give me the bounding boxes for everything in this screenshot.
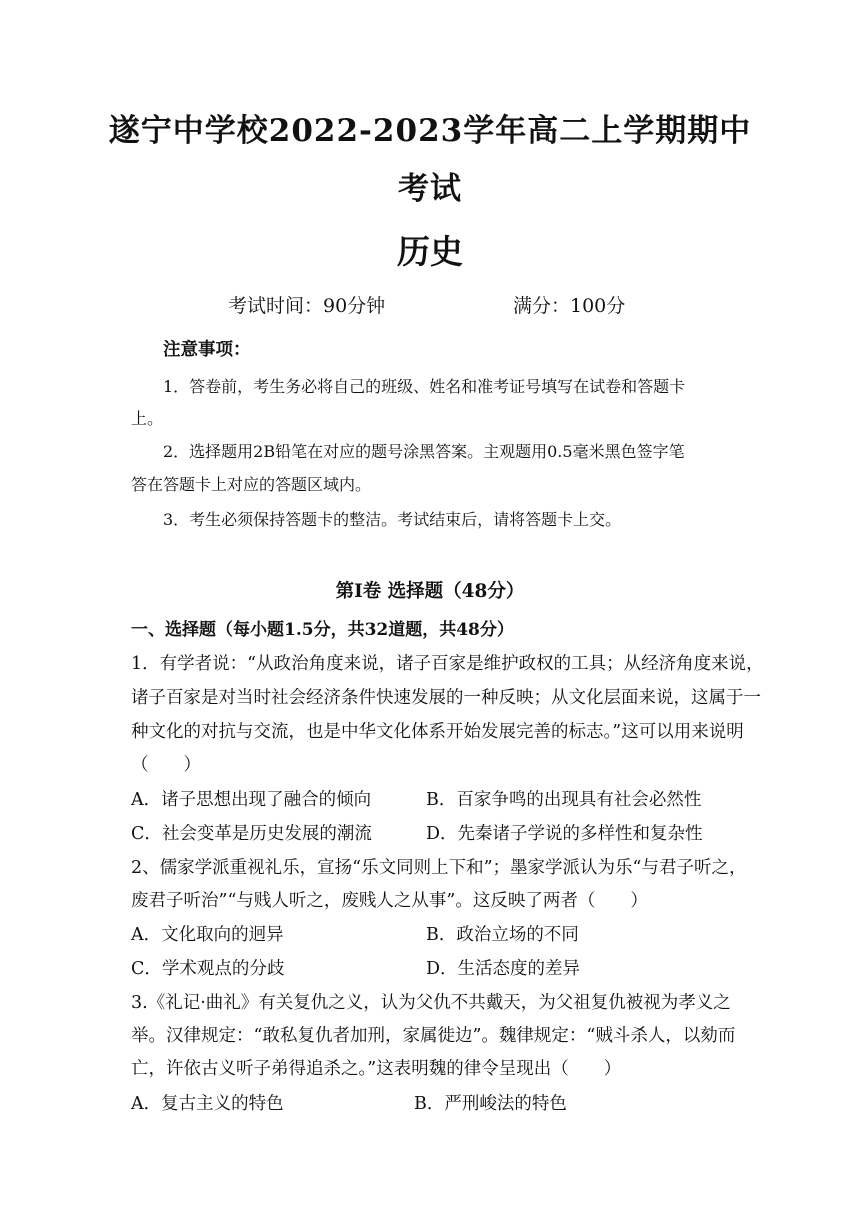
question-2-option-a: A．文化取向的迥异	[131, 925, 284, 945]
question-1-option-a: A．诸子思想出现了融合的倾向	[131, 790, 372, 810]
notice-item: 答在答题卡上对应的答题区域内。	[131, 475, 372, 494]
question-2-option-b: B．政治立场的不同	[426, 925, 579, 945]
notice-item: 2．选择题用2B铅笔在对应的题号涂黑答案。主观题用0.5毫米黑色签字笔	[163, 442, 685, 461]
subject-title: 历史	[397, 232, 463, 271]
question-3-line: 3.《礼记·曲礼》有关复仇之义，认为父仇不共戴天，为父祖复仇被视为孝义之	[131, 993, 731, 1013]
section-subtitle: 一、选择题（每小题1.5分，共32道题，共48分）	[131, 620, 514, 640]
exam-time: 考试时间：90分钟	[228, 295, 386, 317]
question-1-option-d: D．先秦诸子学说的多样性和复杂性	[426, 824, 703, 844]
question-3-line: 亡，许依古义听子弟得追杀之。”这表明魏的律令呈现出（ ）	[131, 1059, 622, 1079]
notice-item: 1．答卷前，考生务必将自己的班级、姓名和准考证号填写在试卷和答题卡	[163, 377, 686, 396]
section-title: 第Ⅰ卷 选择题（48分）	[335, 581, 525, 602]
notice-item: 3．考生必须保持答题卡的整洁。考试结束后，请将答题卡上交。	[163, 510, 622, 529]
question-2-option-c: C．学术观点的分歧	[131, 959, 285, 979]
question-2-line: 2、儒家学派重视礼乐，宣扬“乐文同则上下和”；墨家学派认为乐“与君子听之，	[131, 858, 747, 878]
exam-title-line1: 遂宁中学校2022-2023学年高二上学期期中	[108, 113, 752, 149]
question-2-line: 废君子听治”“与贱人听之，废贱人之从事”。这反映了两者（ ）	[131, 891, 648, 911]
question-3-option-b: B．严刑峻法的特色	[414, 1094, 567, 1114]
question-2-option-d: D．生活态度的差异	[426, 959, 581, 979]
question-3-line: 举。汉律规定：“敢私复仇者加刑，家属徙边”。魏律规定：“贼斗杀人，以劾而	[131, 1026, 736, 1046]
full-score: 满分：100分	[513, 295, 626, 317]
notice-heading: 注意事项：	[163, 340, 251, 360]
question-1-option-c: C．社会变革是历史发展的潮流	[131, 824, 372, 844]
question-1-option-b: B．百家争鸣的出现具有社会必然性	[426, 790, 702, 810]
notice-item: 上。	[131, 409, 164, 428]
question-1-line: 1．有学者说：“从政治角度来说，诸子百家是维护政权的工具；从经济角度来说，	[131, 654, 764, 674]
question-1-line: 种文化的对抗与交流，也是中华文化体系开始发展完善的标志。”这可以用来说明	[131, 722, 744, 742]
question-3-option-a: A．复古主义的特色	[131, 1094, 284, 1114]
exam-title-line2: 考试	[398, 171, 462, 207]
question-1-line: 诸子百家是对当时社会经济条件快速发展的一种反映；从文化层面来说，这属于一	[131, 688, 761, 708]
question-1-line: （ ）	[131, 755, 201, 775]
